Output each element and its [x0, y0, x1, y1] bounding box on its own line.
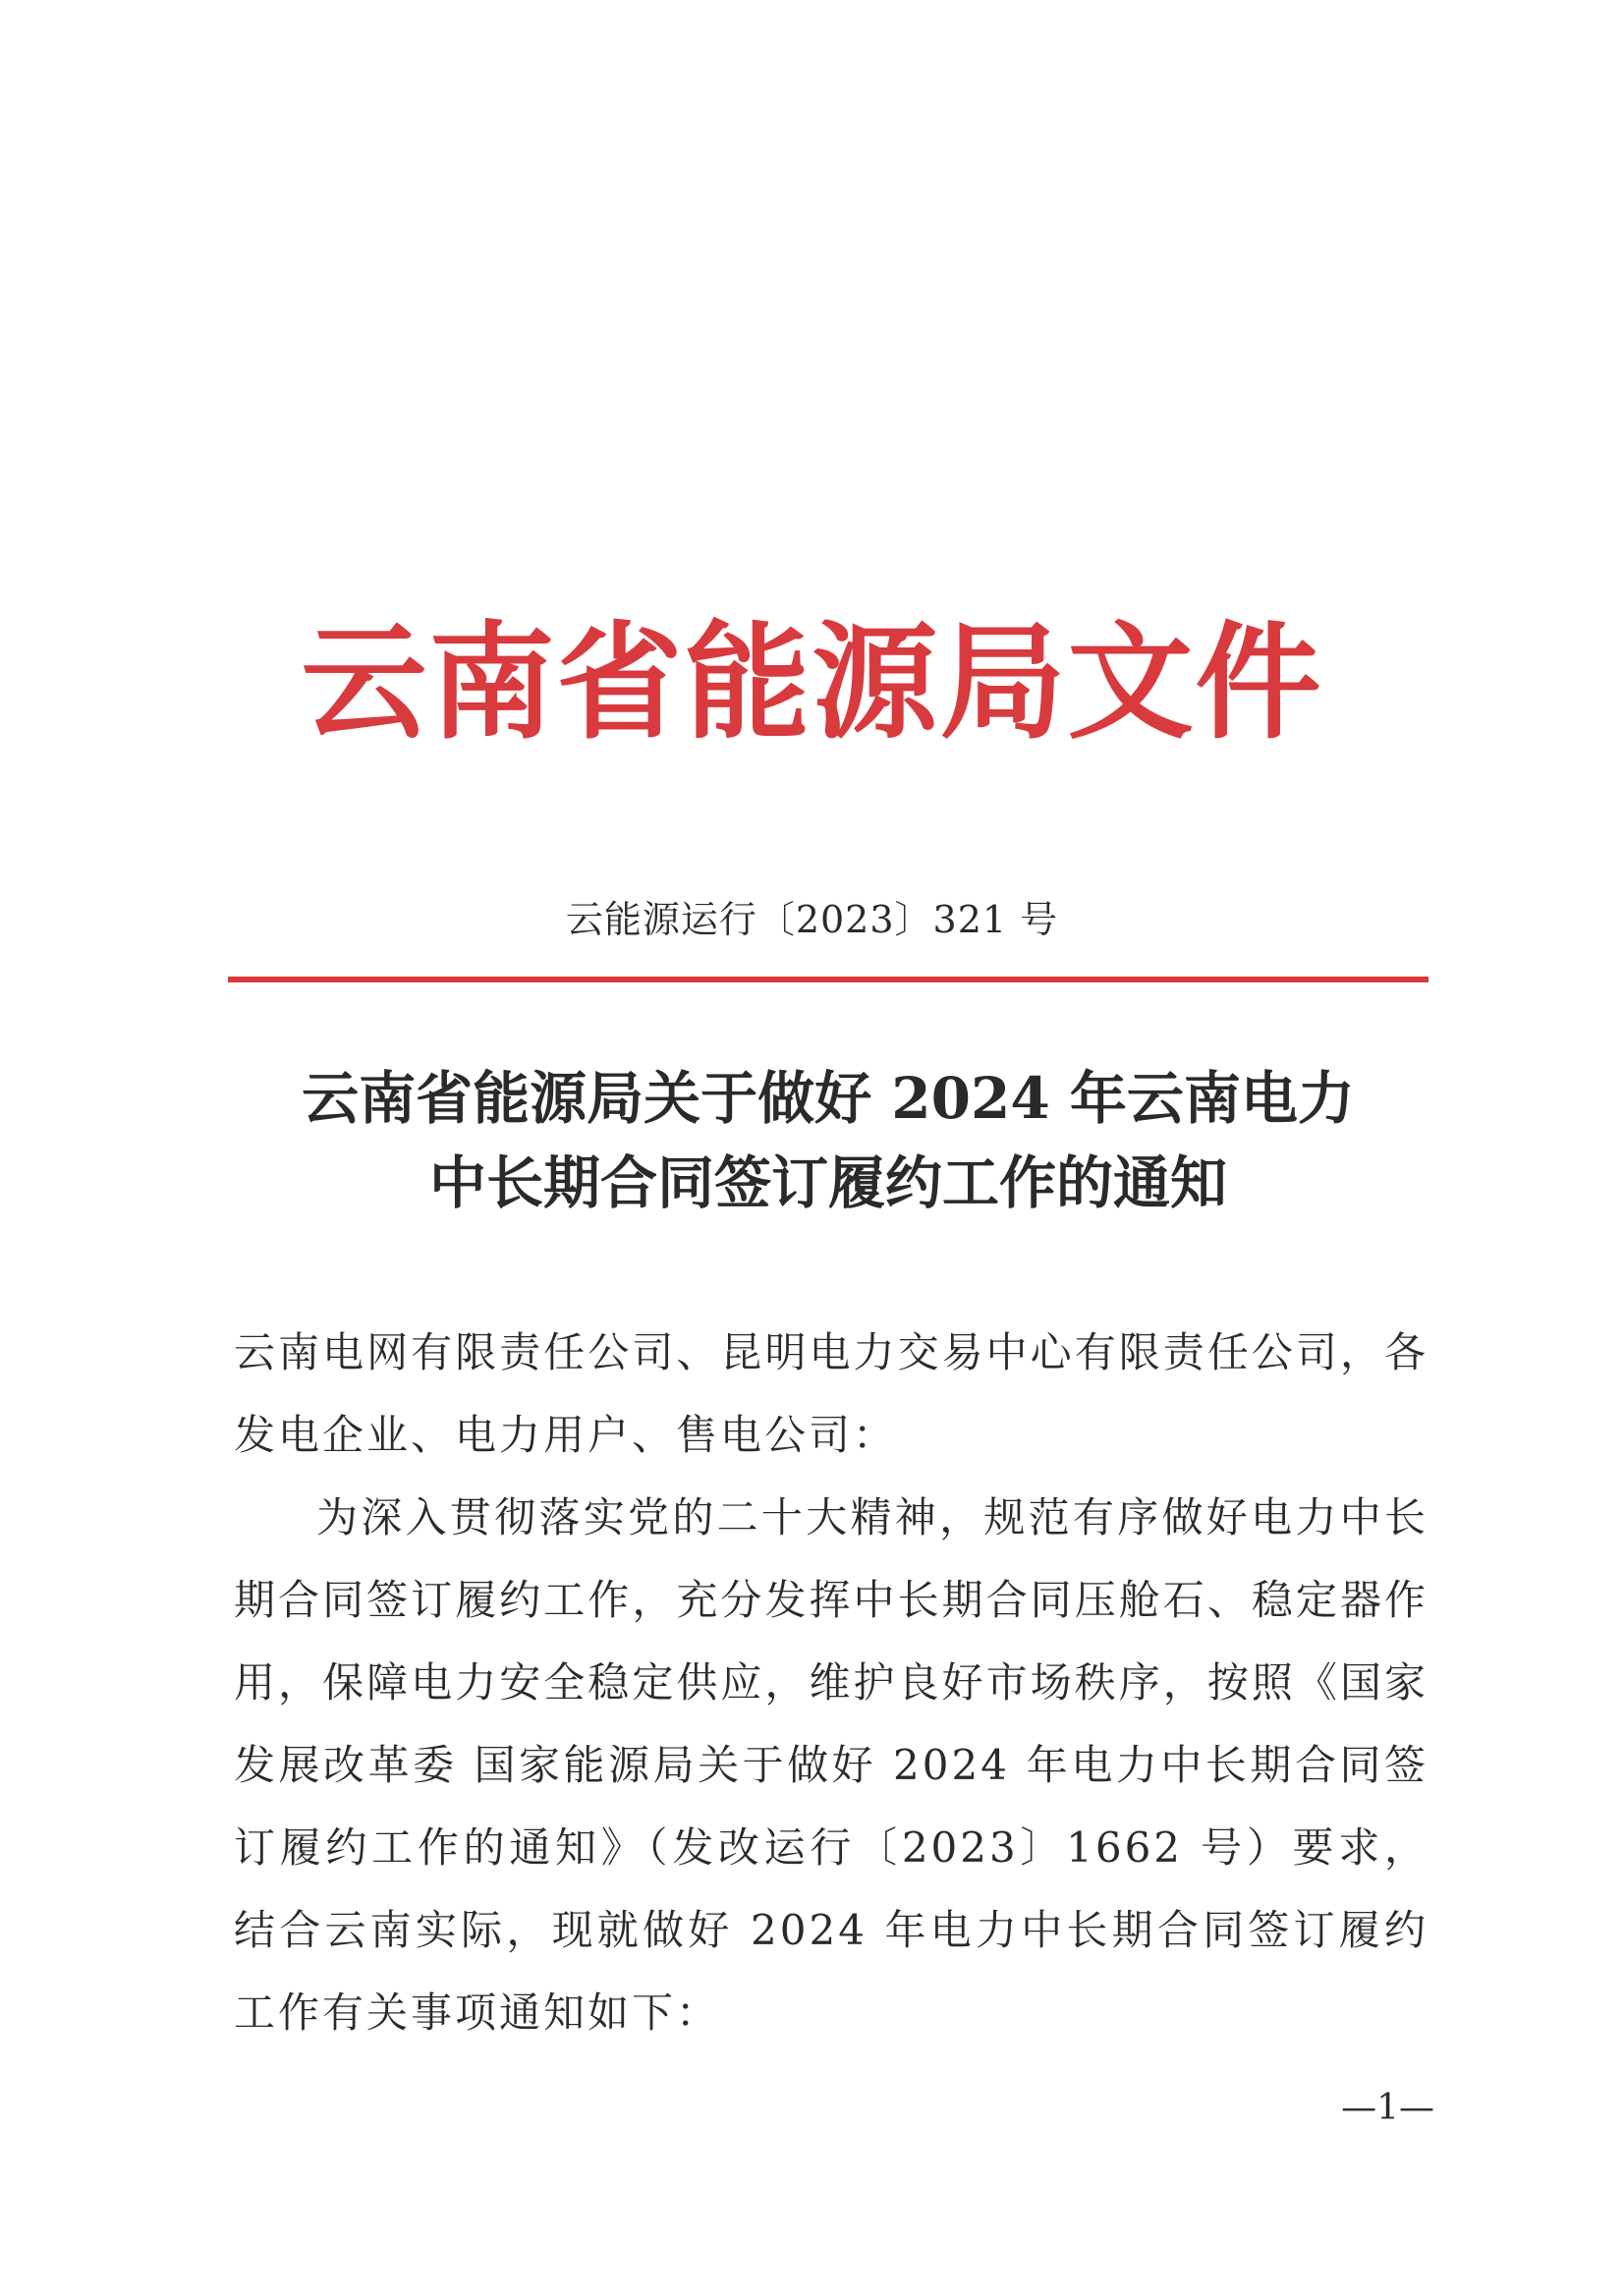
page-number: —1— [1341, 2088, 1434, 2128]
document-title-line-1: 云南省能源局关于做好 2024 年云南电力 [302, 1065, 1355, 1132]
document-title [228, 1056, 1428, 1225]
document-title-line-2: 中长期合同签订履约工作的通知 [428, 1149, 1227, 1216]
addressee-paragraph: 云南电网有限责任公司、昆明电力交易中心有限责任公司，各发电企业、电力用户、售电公司： [234, 1328, 1428, 1459]
red-divider-line [228, 977, 1428, 982]
document-number: 云能源运行〔2023〕321 号 [565, 898, 1059, 941]
document-masthead: 云南省能源局文件 [301, 609, 1323, 756]
body-paragraph-1: 为深入贯彻落实党的二十大精神，规范有序做好电力中长期合同签订履约工作，充分发挥中长期合同压舱石、稳定器作用，保障电力安全稳定供应，维护良好市场秩序，按照《国家发展改革委 国家能源局关于做好 2024 年电力中长期合同签订履约工作的通知》（发改运行〔2023〕1662 号）要求，结合云南实际，现就做好 2024 年电力中长期合同签订履约工作有关事项通知如下： [234, 1493, 1428, 2037]
